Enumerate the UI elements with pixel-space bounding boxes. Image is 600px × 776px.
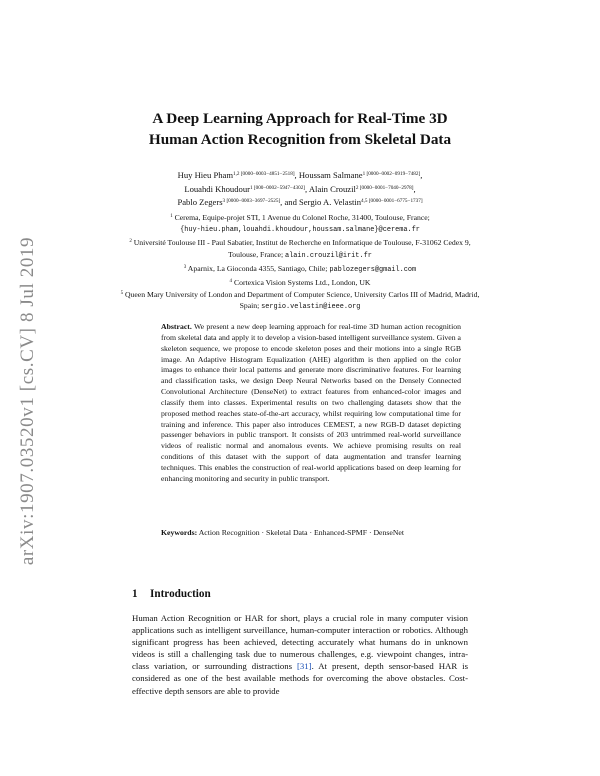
affiliation-text: Cerema, Equipe-projet STI, 1 Avenue du Colonel Roche, 31400, Toulouse, France; xyxy=(174,213,430,222)
author-orcid: 1,2 [0000−0003−4851−2518] xyxy=(233,171,295,177)
affiliation-1 xyxy=(120,211,480,236)
intro-text: Human Action Recognition or HAR for short, plays a crucial role in many computer vision applications such as intelligent surveillance, human-computer interaction or robotics. Although significant progress has been achieved, detecting accurately what humans do in unknown videos is still a challenging task due to numerous challenges, e.g. viewpoint changes, intra-class variation, or surrounding distractions xyxy=(132,613,468,672)
affiliation-number: 4 xyxy=(229,279,233,285)
section-heading xyxy=(132,588,211,600)
author-orcid: 3 [0000−0003−3697−2525] xyxy=(222,198,281,205)
affiliation-email[interactable]: alain.crouzil@irit.fr xyxy=(285,251,372,260)
author-orcid: 2 [0000−0001−7040−2978] xyxy=(355,184,414,191)
affiliation-email[interactable]: {huy-hieu.pham,louahdi.khoudour,houssam.salmane}@cerema.fr xyxy=(180,226,420,235)
author-name: Huy Hieu Pham xyxy=(177,170,234,180)
title-line-2: Human Action Recognition from Skeletal Data xyxy=(148,131,452,148)
author-name: Sergio A. Velastin xyxy=(299,197,362,208)
affiliation-text: Queen Mary University of London and Department of Computer Science, University Carlos III of Madrid, Madrid, Spain; xyxy=(125,290,480,311)
author-orcid: 1 [0000−0002−0919−7482] xyxy=(362,171,421,177)
citation-link[interactable]: [31] xyxy=(297,661,312,672)
affiliation-3 xyxy=(120,262,480,276)
affiliation-number: 5 xyxy=(120,291,124,297)
abstract xyxy=(161,322,461,485)
intro-paragraph xyxy=(132,612,468,697)
keywords xyxy=(161,528,461,537)
affiliation-number: 2 xyxy=(129,239,132,245)
author-name: Pablo Zegers xyxy=(177,197,223,208)
affiliation-text: Université Toulouse III - Paul Sabatier, Institut de Recherche en Informatique de Toulouse, F-31062 Cedex 9, Toulouse, France; xyxy=(133,238,471,259)
affiliation-email[interactable]: pablozegers@gmail.com xyxy=(329,265,417,274)
affiliation-number: 1 xyxy=(170,214,173,219)
section-number: 1 xyxy=(132,588,138,600)
affiliation-2 xyxy=(120,236,480,261)
affiliation-5 xyxy=(120,288,480,313)
author-name: Alain Crouzil xyxy=(308,183,356,194)
author-name: Houssam Salmane xyxy=(298,170,363,180)
affiliation-email[interactable]: sergio.velastin@ieee.org xyxy=(261,303,361,312)
affiliation-4 xyxy=(120,276,480,288)
paper-title xyxy=(0,108,600,150)
author-name: Louahdi Khoudour xyxy=(184,183,250,194)
author-orcid: 4,5 [0000−0001−6775−1737] xyxy=(361,198,423,205)
intro-text-continued: . At present, depth sensor-based HAR is considered as one of the best available methods for overcoming the above obstacles. Cost-effective depth sensors are able to provide xyxy=(132,661,468,696)
author-list: Huy Hieu Pham$^{1,2 [0000-0003-4851-2518]}$, Houssam Salmane$^{1 [0000-0002-0919-7482]}$, Louahdi Khoudour$^{1 [000-0002-5947-4302]}$, Alain Crouzil$^{2 [0000-0001-7040-2978]}$, Pablo Zegers$^{3 [0000-0003-3697-2525]}$, and Sergio A. Velastin$^{4,5 [0000-0001-6775-1737]}$ xyxy=(177,170,423,208)
affiliations xyxy=(120,211,480,314)
title-line-1: A Deep Learning Approach for Real-Time 3D xyxy=(152,110,448,127)
affiliation-text: Cortexica Vision Systems Ltd., London, UK xyxy=(233,278,371,288)
abstract-label: Abstract. xyxy=(161,322,192,331)
author-orcid: 1 [000−0002−5947−4302] xyxy=(249,184,306,191)
keywords-text: Action Recognition · Skeletal Data · Enhanced-SPMF · DenseNet xyxy=(198,528,405,537)
section-title: Introduction xyxy=(150,588,211,600)
affiliation-number: 3 xyxy=(183,264,187,270)
abstract-text: We present a new deep learning approach for real-time 3D human action recognition from skeletal data and apply it to develop a vision-based intelligent surveillance system. Given a skeleton sequence, we propose to encode skeleton poses and their motions into a single RGB image. An Adaptive Histogram Equalization (AHE) algorithm is then applied on the color images to enhance their local patterns and generate more discriminative features. For learning and classification tasks, we design Deep Neural Networks based on the Densely Connected Convolutional Architecture (DenseNet) to extract features from enhanced-color images and classify them into classes. Experimental results on two challenging datasets show that the proposed method reaches state-of-the-art accuracy, whilst requiring low computational time for training and inference. This paper also introduces CEMEST, a new RGB-D dataset depicting passenger behaviors in public transport. It consists of 203 untrimmed real-world surveillance videos of realistic normal and anomalous events. We achieve promising results on real conditions of this dataset with the support of data augmentation and transfer learning techniques. This enables the construction of real-world applications based on deep learning for enhancing monitoring and security in public transport. xyxy=(161,322,461,483)
arxiv-stamp: arXiv:1907.03520v1 [cs.CV] 8 Jul 2019 xyxy=(17,236,38,566)
affiliation-text: Aparnix, La Gioconda 4355, Santiago, Chile; xyxy=(187,263,328,273)
keywords-label: Keywords: xyxy=(161,528,198,537)
